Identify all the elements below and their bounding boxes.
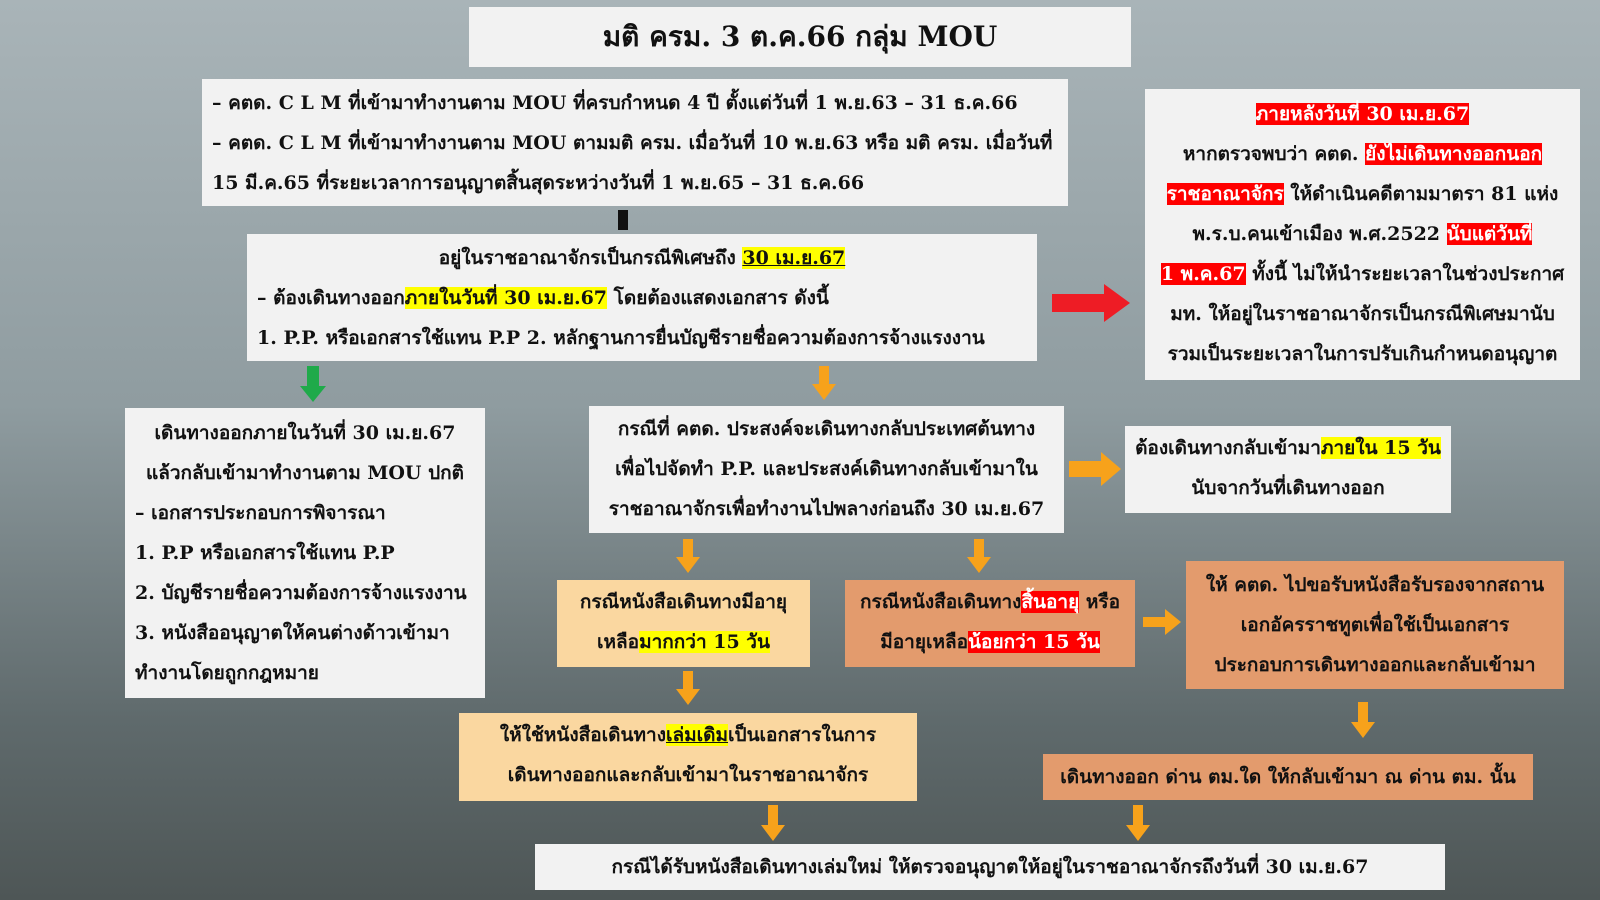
after-line-4 bbox=[1151, 214, 1574, 254]
valid-passport-box bbox=[557, 580, 810, 667]
orange-arrow-down-icon bbox=[676, 539, 700, 573]
more-than-15-highlight: มากกว่า 15 วัน bbox=[639, 631, 770, 653]
intro-line-3: 15 มี.ค.65 ที่ระยะเวลาการอนุญาตสิ้นสุดระหว่างวันที่ 1 พ.ย.65 – 31 ธ.ค.66 bbox=[212, 172, 865, 194]
after-line-2-text: หากตรวจพบว่า คตด. bbox=[1182, 143, 1366, 165]
return-case-box bbox=[589, 406, 1064, 533]
after-line-1 bbox=[1151, 94, 1574, 134]
not-left-highlight: ยังไม่เดินทางออกนอก bbox=[1365, 143, 1543, 165]
expired-line-2 bbox=[849, 622, 1131, 662]
red-arrow-right-icon bbox=[1052, 284, 1130, 322]
special-line-1 bbox=[257, 238, 1027, 278]
left-line-3: – เอกสารประกอบการพิจารณา bbox=[135, 502, 386, 524]
kingdom-highlight: ราชอาณาจักร bbox=[1166, 183, 1284, 205]
after-line-7: รวมเป็นระยะเวลาในการปรับเกินกำหนดอนุญาต bbox=[1167, 343, 1558, 365]
left-line-6: 3. หนังสืออนุญาตให้คนต่างด้าวเข้ามา bbox=[135, 622, 450, 644]
orange-arrow-down-icon bbox=[676, 671, 700, 705]
left-line-4: 1. P.P หรือเอกสารใช้แทน P.P bbox=[135, 542, 395, 564]
within-15-highlight: ภายใน 15 วัน bbox=[1320, 437, 1441, 459]
final-text: กรณีได้รับหนังสือเดินทางเล่มใหม่ ให้ตรวจอนุญาตให้อยู่ในราชอาณาจักรถึงวันที่ 30 เม.ย.67 bbox=[611, 856, 1369, 878]
diagram-title bbox=[469, 7, 1131, 67]
after-line-2 bbox=[1151, 134, 1574, 174]
orange-arrow-right-icon bbox=[1143, 609, 1181, 635]
intro-line-1: – คตด. C L M ที่เข้ามาทำงานตาม MOU ที่ครบกำหนด 4 ปี ตั้งแต่วันที่ 1 พ.ย.63 – 31 ธ.ค.66 bbox=[212, 92, 1018, 114]
may-first-highlight: 1 พ.ค.67 bbox=[1160, 263, 1246, 285]
special-case-box bbox=[247, 234, 1037, 361]
special-exit-highlight: ภายในวันที่ 30 เม.ย.67 bbox=[404, 287, 608, 309]
old-book-highlight: เล่มเดิม bbox=[665, 724, 729, 746]
special-line-2-post: โดยต้องแสดงเอกสาร ดังนี้ bbox=[607, 287, 829, 309]
special-line-1-text: อยู่ในราชอาณาจักรเป็นกรณีพิเศษถึง bbox=[438, 247, 743, 269]
valid-line-2-text: เหลือ bbox=[597, 631, 640, 653]
left-exit-box bbox=[125, 408, 485, 698]
use-old-line-1-text: ให้ใช้หนังสือเดินทาง bbox=[499, 724, 666, 746]
return-line-3: ราชอาณาจักรเพื่อทำงานไปพลางก่อนถึง 30 เม.ย.67 bbox=[608, 498, 1045, 520]
expired-line-1 bbox=[849, 582, 1131, 622]
connector-bar bbox=[618, 210, 628, 230]
title-text: มติ ครม. 3 ต.ค.66 กลุ่ม MOU bbox=[602, 20, 998, 53]
after-line-3 bbox=[1151, 174, 1574, 214]
use-old-line-1 bbox=[465, 715, 911, 755]
special-line-3: 1. P.P. หรือเอกสารใช้แทน P.P 2. หลักฐานการยื่นบัญชีรายชื่อความต้องการจ้างแรงงาน bbox=[257, 327, 985, 349]
intro-box bbox=[202, 79, 1068, 206]
after-line-5 bbox=[1151, 254, 1574, 294]
after-line-6: มท. ให้อยู่ในราชอาณาจักรเป็นกรณีพิเศษมานับ bbox=[1170, 303, 1555, 325]
after-deadline-box bbox=[1145, 89, 1580, 380]
special-line-2 bbox=[257, 278, 1027, 318]
within-line-1 bbox=[1131, 428, 1445, 468]
valid-line-2 bbox=[561, 622, 806, 662]
less-than-15-highlight: น้อยกว่า 15 วัน bbox=[968, 631, 1100, 653]
left-line-1: เดินทางออกภายในวันที่ 30 เม.ย.67 bbox=[154, 422, 456, 444]
left-line-7: ทำงานโดยถูกกฎหมาย bbox=[135, 662, 319, 684]
orange-arrow-down-icon bbox=[761, 805, 785, 841]
expired-line-1-post: หรือ bbox=[1079, 591, 1120, 613]
use-old-line-2: เดินทางออกและกลับเข้ามาในราชอาณาจักร bbox=[507, 764, 869, 786]
left-line-5: 2. บัญชีรายชื่อความต้องการจ้างแรงงาน bbox=[135, 582, 467, 604]
after-deadline-highlight: ภายหลังวันที่ 30 เม.ย.67 bbox=[1255, 103, 1470, 125]
within-15-days-box bbox=[1125, 426, 1451, 513]
final-box bbox=[535, 844, 1445, 890]
after-line-4-text: พ.ร.บ.คนเข้าเมือง พ.ศ.2522 bbox=[1192, 223, 1447, 245]
orange-arrow-down-icon bbox=[1351, 702, 1375, 738]
expired-line-2-text: มีอายุเหลือ bbox=[880, 631, 969, 653]
orange-arrow-right-icon bbox=[1069, 452, 1121, 486]
embassy-line-2: เอกอัครราชทูตเพื่อใช้เป็นเอกสาร bbox=[1240, 614, 1510, 636]
special-deadline-highlight: 30 เม.ย.67 bbox=[742, 247, 846, 269]
expired-highlight: สิ้นอายุ bbox=[1021, 591, 1080, 613]
valid-line-1: กรณีหนังสือเดินทางมีอายุ bbox=[579, 591, 788, 613]
orange-arrow-down-icon bbox=[967, 539, 991, 573]
return-line-1: กรณีที่ คตด. ประสงค์จะเดินทางกลับประเทศต้นทาง bbox=[617, 418, 1036, 440]
special-line-2-text: – ต้องเดินทางออก bbox=[257, 287, 405, 309]
use-old-line-1-post: เป็นเอกสารในการ bbox=[728, 724, 877, 746]
after-line-5-text: ทั้งนี้ ไม่ให้นำระยะเวลาในช่วงประกาศ bbox=[1245, 263, 1565, 285]
checkpoint-box bbox=[1043, 754, 1533, 800]
orange-arrow-down-icon bbox=[1126, 805, 1150, 841]
checkpoint-text: เดินทางออก ด่าน ตม.ใด ให้กลับเข้ามา ณ ด่าน ตม. นั้น bbox=[1060, 766, 1516, 788]
intro-line-2: – คตด. C L M ที่เข้ามาทำงานตาม MOU ตามมติ ครม. เมื่อวันที่ 10 พ.ย.63 หรือ มติ ครม. เมื่อวันที่ bbox=[212, 132, 1053, 154]
after-line-3-text: ให้ดำเนินคดีตามมาตรา 81 แห่ง bbox=[1283, 183, 1559, 205]
return-line-2: เพื่อไปจัดทำ P.P. และประสงค์เดินทางกลับเข้ามาใน bbox=[615, 458, 1038, 480]
embassy-line-3: ประกอบการเดินทางออกและกลับเข้ามา bbox=[1214, 654, 1536, 676]
embassy-line-1: ให้ คตด. ไปขอรับหนังสือรับรองจากสถาน bbox=[1205, 574, 1545, 596]
expired-line-1-text: กรณีหนังสือเดินทาง bbox=[859, 591, 1022, 613]
within-line-1-text: ต้องเดินทางกลับเข้ามา bbox=[1135, 437, 1321, 459]
green-arrow-down-icon bbox=[300, 366, 326, 402]
embassy-certificate-box bbox=[1186, 561, 1564, 689]
left-line-2: แล้วกลับเข้ามาทำงานตาม MOU ปกติ bbox=[145, 462, 465, 484]
orange-arrow-down-icon bbox=[812, 366, 836, 400]
within-line-2: นับจากวันที่เดินทางออก bbox=[1191, 477, 1385, 499]
expired-passport-box bbox=[845, 580, 1135, 667]
count-from-highlight: นับแต่วันที่ bbox=[1446, 223, 1533, 245]
use-old-passport-box bbox=[459, 713, 917, 801]
